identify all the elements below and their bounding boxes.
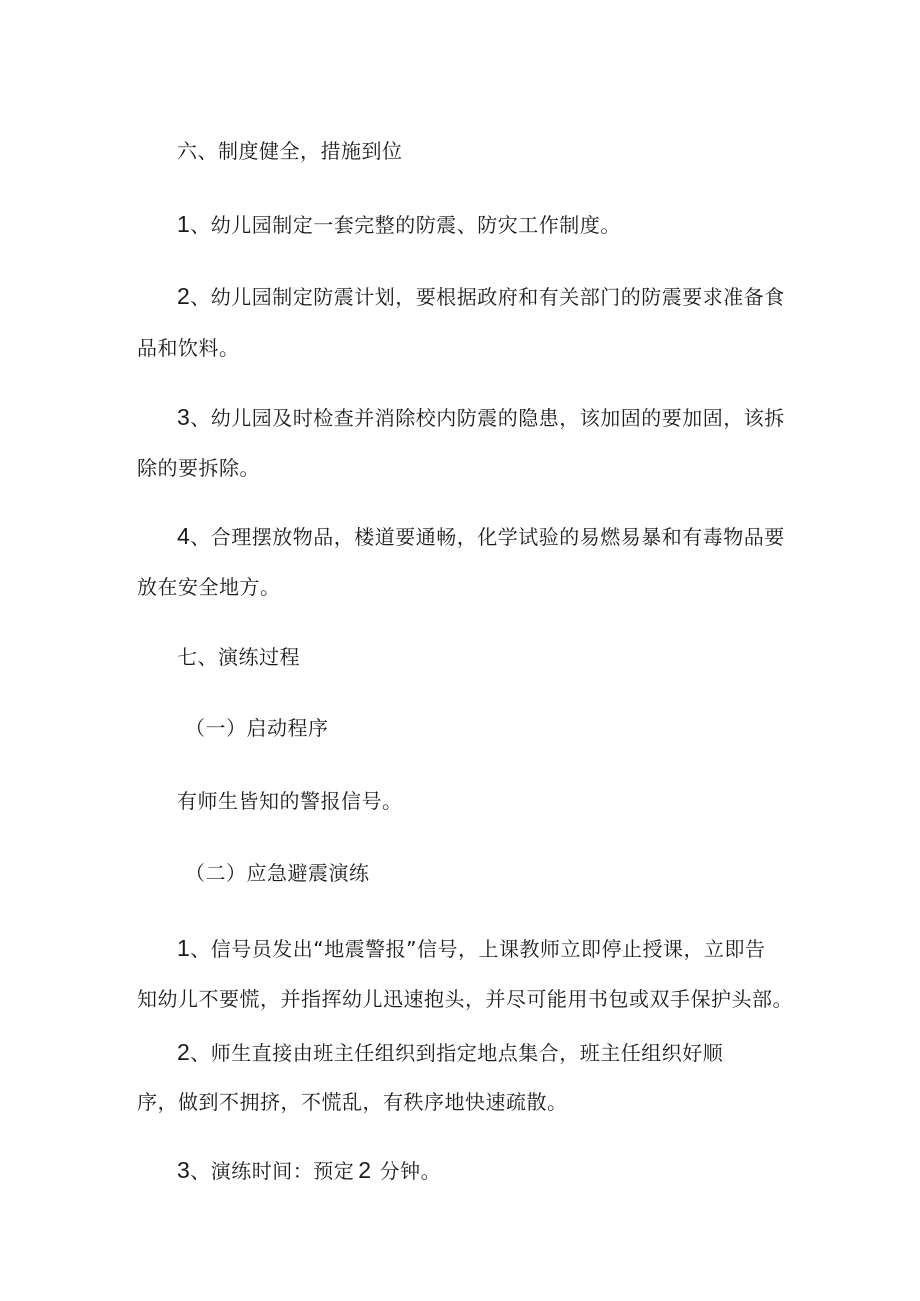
- list-item: [177, 405, 785, 430]
- item-text: 分钟。: [379, 1159, 442, 1183]
- item-text: 、幼儿园制定一套完整的防震、防灾工作制度。: [190, 213, 621, 237]
- item-continuation: 品和饮料。: [137, 336, 240, 360]
- item-continuation: 放在安全地方。: [137, 575, 281, 599]
- item-number: 1: [177, 935, 191, 961]
- item-number: 2: [177, 1039, 191, 1065]
- item-number: 3: [177, 1157, 191, 1183]
- paragraph: 有师生皆知的警报信号。: [177, 789, 403, 813]
- subsection-title: （一）启动程序: [185, 716, 329, 740]
- item-number: 4: [177, 523, 191, 549]
- item-continuation: 知幼儿不要慌，并指挥幼儿迅速抱头，并尽可能用书包或双手保护头部。: [137, 987, 793, 1011]
- item-number: 3: [177, 404, 191, 430]
- list-item: [177, 1040, 723, 1065]
- item-text: 、信号员发出“地震警报”信号，上课教师立即停止授课，立即告: [190, 937, 766, 961]
- item-number: 1: [177, 211, 191, 237]
- list-item: [177, 1158, 441, 1183]
- section-heading: 七、演练过程: [177, 645, 300, 669]
- item-text: 、幼儿园及时检查并消除校内防震的隐患，该加固的要加固，该拆: [190, 406, 785, 430]
- item-continuation: 除的要拆除。: [137, 456, 260, 480]
- section-heading: 六、制度健全，措施到位: [177, 139, 403, 163]
- list-item: [177, 936, 766, 961]
- item-number: 2: [177, 283, 191, 309]
- subsection-title: （二）应急避震演练: [185, 861, 370, 885]
- item-text: 、幼儿园制定防震计划，要根据政府和有关部门的防震要求准备食: [190, 285, 785, 309]
- time-value: 2: [358, 1157, 372, 1183]
- list-item: [177, 284, 785, 309]
- item-text: 、演练时间：预定: [190, 1159, 355, 1183]
- item-text: 、合理摆放物品，楼道要通畅，化学试验的易燃易暴和有毒物品要: [190, 525, 785, 549]
- item-continuation: 序，做到不拥挤，不慌乱，有秩序地快速疏散。: [137, 1090, 568, 1114]
- list-item: [177, 212, 621, 237]
- list-item: [177, 524, 785, 549]
- item-text: 、师生直接由班主任组织到指定地点集合，班主任组织好顺: [190, 1041, 724, 1065]
